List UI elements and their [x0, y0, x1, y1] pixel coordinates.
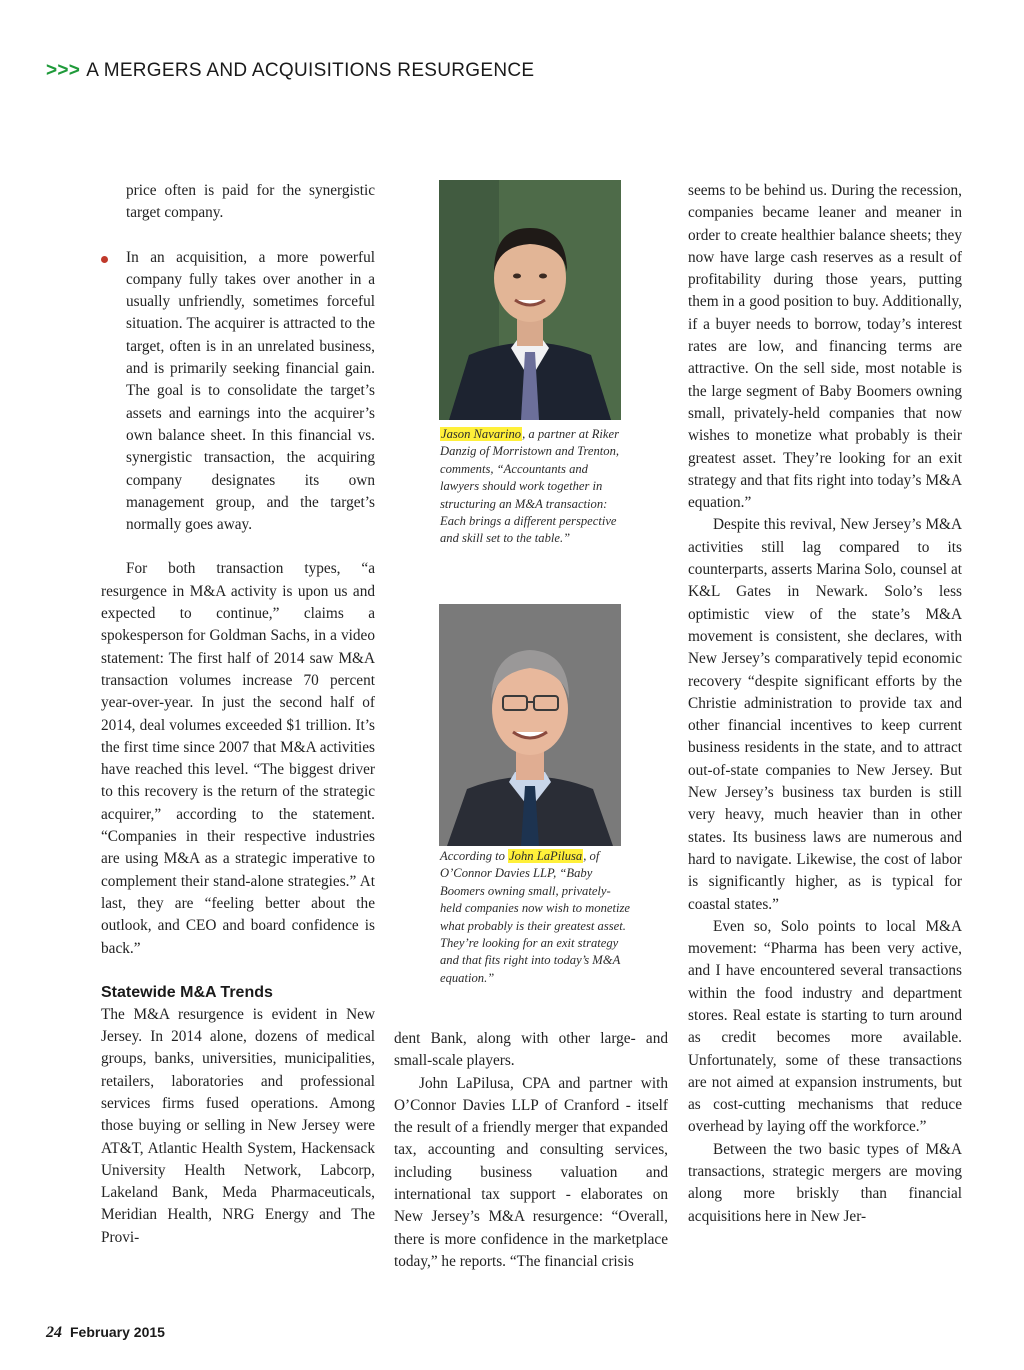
column3-paragraph-4: Between the two basic types of M&A transactions, strategic mergers are moving along more briskly than financial acquisitions here in New Jer-	[688, 1140, 962, 1225]
section-header	[46, 60, 534, 82]
portrait-photo-john-lapilusa	[439, 604, 621, 846]
column1-paragraph-2: The M&A resurgence is evident in New Jersey. In 2014 alone, dozens of medical groups, banks, universities, municipalities, retailers, laboratories and professional services firms fused operations. Among those buying or selling in New Jersey were AT&T, Atlantic Health System, Hackensack University Health Network, Labcorp, Lakeland Bank, Meda Pharmaceuticals, Meridian Health, NRG Energy and The Provi-	[101, 1005, 375, 1246]
bullet-text: In an acquisition, a more powerful company fully takes over another in a usually unfriendly, sometimes forceful situation. The acquirer is attracted to the target, often is in an unrelated business, and is primarily seeking financial gain. The goal is to consolidate the target’s assets and earnings into the acquirer’s own balance sheet. In this financial vs. synergistic transaction, the acquiring company designates its own management group, and the target’s normally goes away.	[126, 248, 375, 534]
caption1-name: Jason Navarino	[441, 427, 522, 441]
article-column-1	[101, 180, 375, 1249]
portrait-photo-jason-navarino	[439, 180, 621, 420]
column2-paragraph-2: John LaPilusa, CPA and partner with O’Connor Davies LLP of Cranford - itself the result of a friendly merger that expanded tax, accounting and consulting services, including business valuation and international tax support - elaborates on New Jersey’s M&A resurgence: “Overall, there is more confidence in the marketplace today,” he reports. “The financial crisis	[394, 1074, 668, 1270]
portrait-illustration	[439, 180, 621, 420]
caption2-text: , of O’Connor Davies LLP, “Baby Boomers owning small, privately-held companies now wish to monetize what probably is their greatest asset. They’re looking for an exit strategy and that fits right into today’s M&A equation.”	[440, 849, 630, 985]
caption2-name: John LaPilusa	[509, 849, 583, 863]
caption2-prefix: According to	[440, 849, 509, 863]
column2-paragraph-1: dent Bank, along with other large- and small-scale players.	[394, 1030, 668, 1070]
column3-paragraph-1: seems to be behind us. During the recession, companies became leaner and meaner in order to create healthier balance sheets; they now have large cash reserves as a result of profitability during those years, putting them in a good position to buy. Additionally, if a buyer needs to borrow, today’s interest rates are low, and financing terms are attractive. On the sell side, most notable is the large segment of Baby Boomers owning small, privately-held companies that now wishes to monetize what probably is their greatest asset. They’re looking for an exit strategy and that fits right into today’s M&A equation.”	[688, 182, 962, 512]
column1-paragraph-1: For both transaction types, “a resurgence in M&A activity is upon us and expected to continue,” claims a spokesperson for Goldman Sachs, in a video statement: The first half of 2014 saw M&A transaction volumes increase 70 percent year-over-year. In just the second half of 2014, deal volumes exceeded $1 trillion. It’s the first time since 2007 that M&A activities have reached this level. “The biggest driver to this recovery is the return of the strategic acquirer,” according to the statement. “Companies in their respective industries are using M&A as a strategic imperative to complement their stand-alone strategies.” At last, they are “feeling better about the outlook, and CEO and board confidence is back.”	[101, 560, 375, 957]
photo-caption-1	[440, 426, 630, 548]
article-column-3	[688, 180, 962, 1228]
issue-date: February 2015	[70, 1324, 165, 1340]
caption1-text: , a partner at Riker Danzig of Morristown and Trenton, comments, “Accountants and lawyers should work together in structuring an M&A transaction: Each brings a different perspective and skill set to the table.”	[440, 427, 620, 546]
header-arrows: >>>	[46, 60, 81, 81]
header-title: A MERGERS AND ACQUISITIONS RESURGENCE	[86, 60, 535, 81]
page-footer	[46, 1324, 165, 1342]
page-number: 24	[46, 1324, 62, 1341]
column3-paragraph-3: Even so, Solo points to local M&A movement: “Pharma has been very active, and I have encountered several transactions within the food industry and department stores. Real estate is starting to turn around as credit becomes more available. Unfortunately, some of these transactions are not aimed at expansion instruments, but as cost-cutting mechanisms that reduce overhead by laying off the workforce.”	[688, 917, 962, 1136]
column1-continuation: price often is paid for the synergistic target company.	[126, 182, 375, 222]
article-column-2	[394, 1028, 668, 1273]
column3-paragraph-2: Despite this revival, New Jersey’s M&A activities still lag compared to its counterparts, asserts Marina Solo, counsel at K&L Gates in Newark. Solo’s less optimistic view of the state’s M&A movement is consistent, she declares, with New Jersey’s comparatively tepid economic recovery “despite significant efforts by the Christie administration to provide tax and other financial incentives to keep current business residents in the state, and to attract out-of-state companies to New Jersey. But New Jersey’s business tax burden is still very heavy, much heavier than in other states. Its business laws are numerous and hard to navigate. Likewise, the cost of labor is significantly higher, as is typical for coastal states.”	[688, 516, 962, 913]
bullet-item	[101, 247, 375, 537]
photo-caption-2	[440, 848, 630, 987]
portrait-illustration	[439, 604, 621, 846]
bullet-dot-icon	[101, 256, 108, 263]
section-heading: Statewide M&A Trends	[101, 983, 273, 1001]
